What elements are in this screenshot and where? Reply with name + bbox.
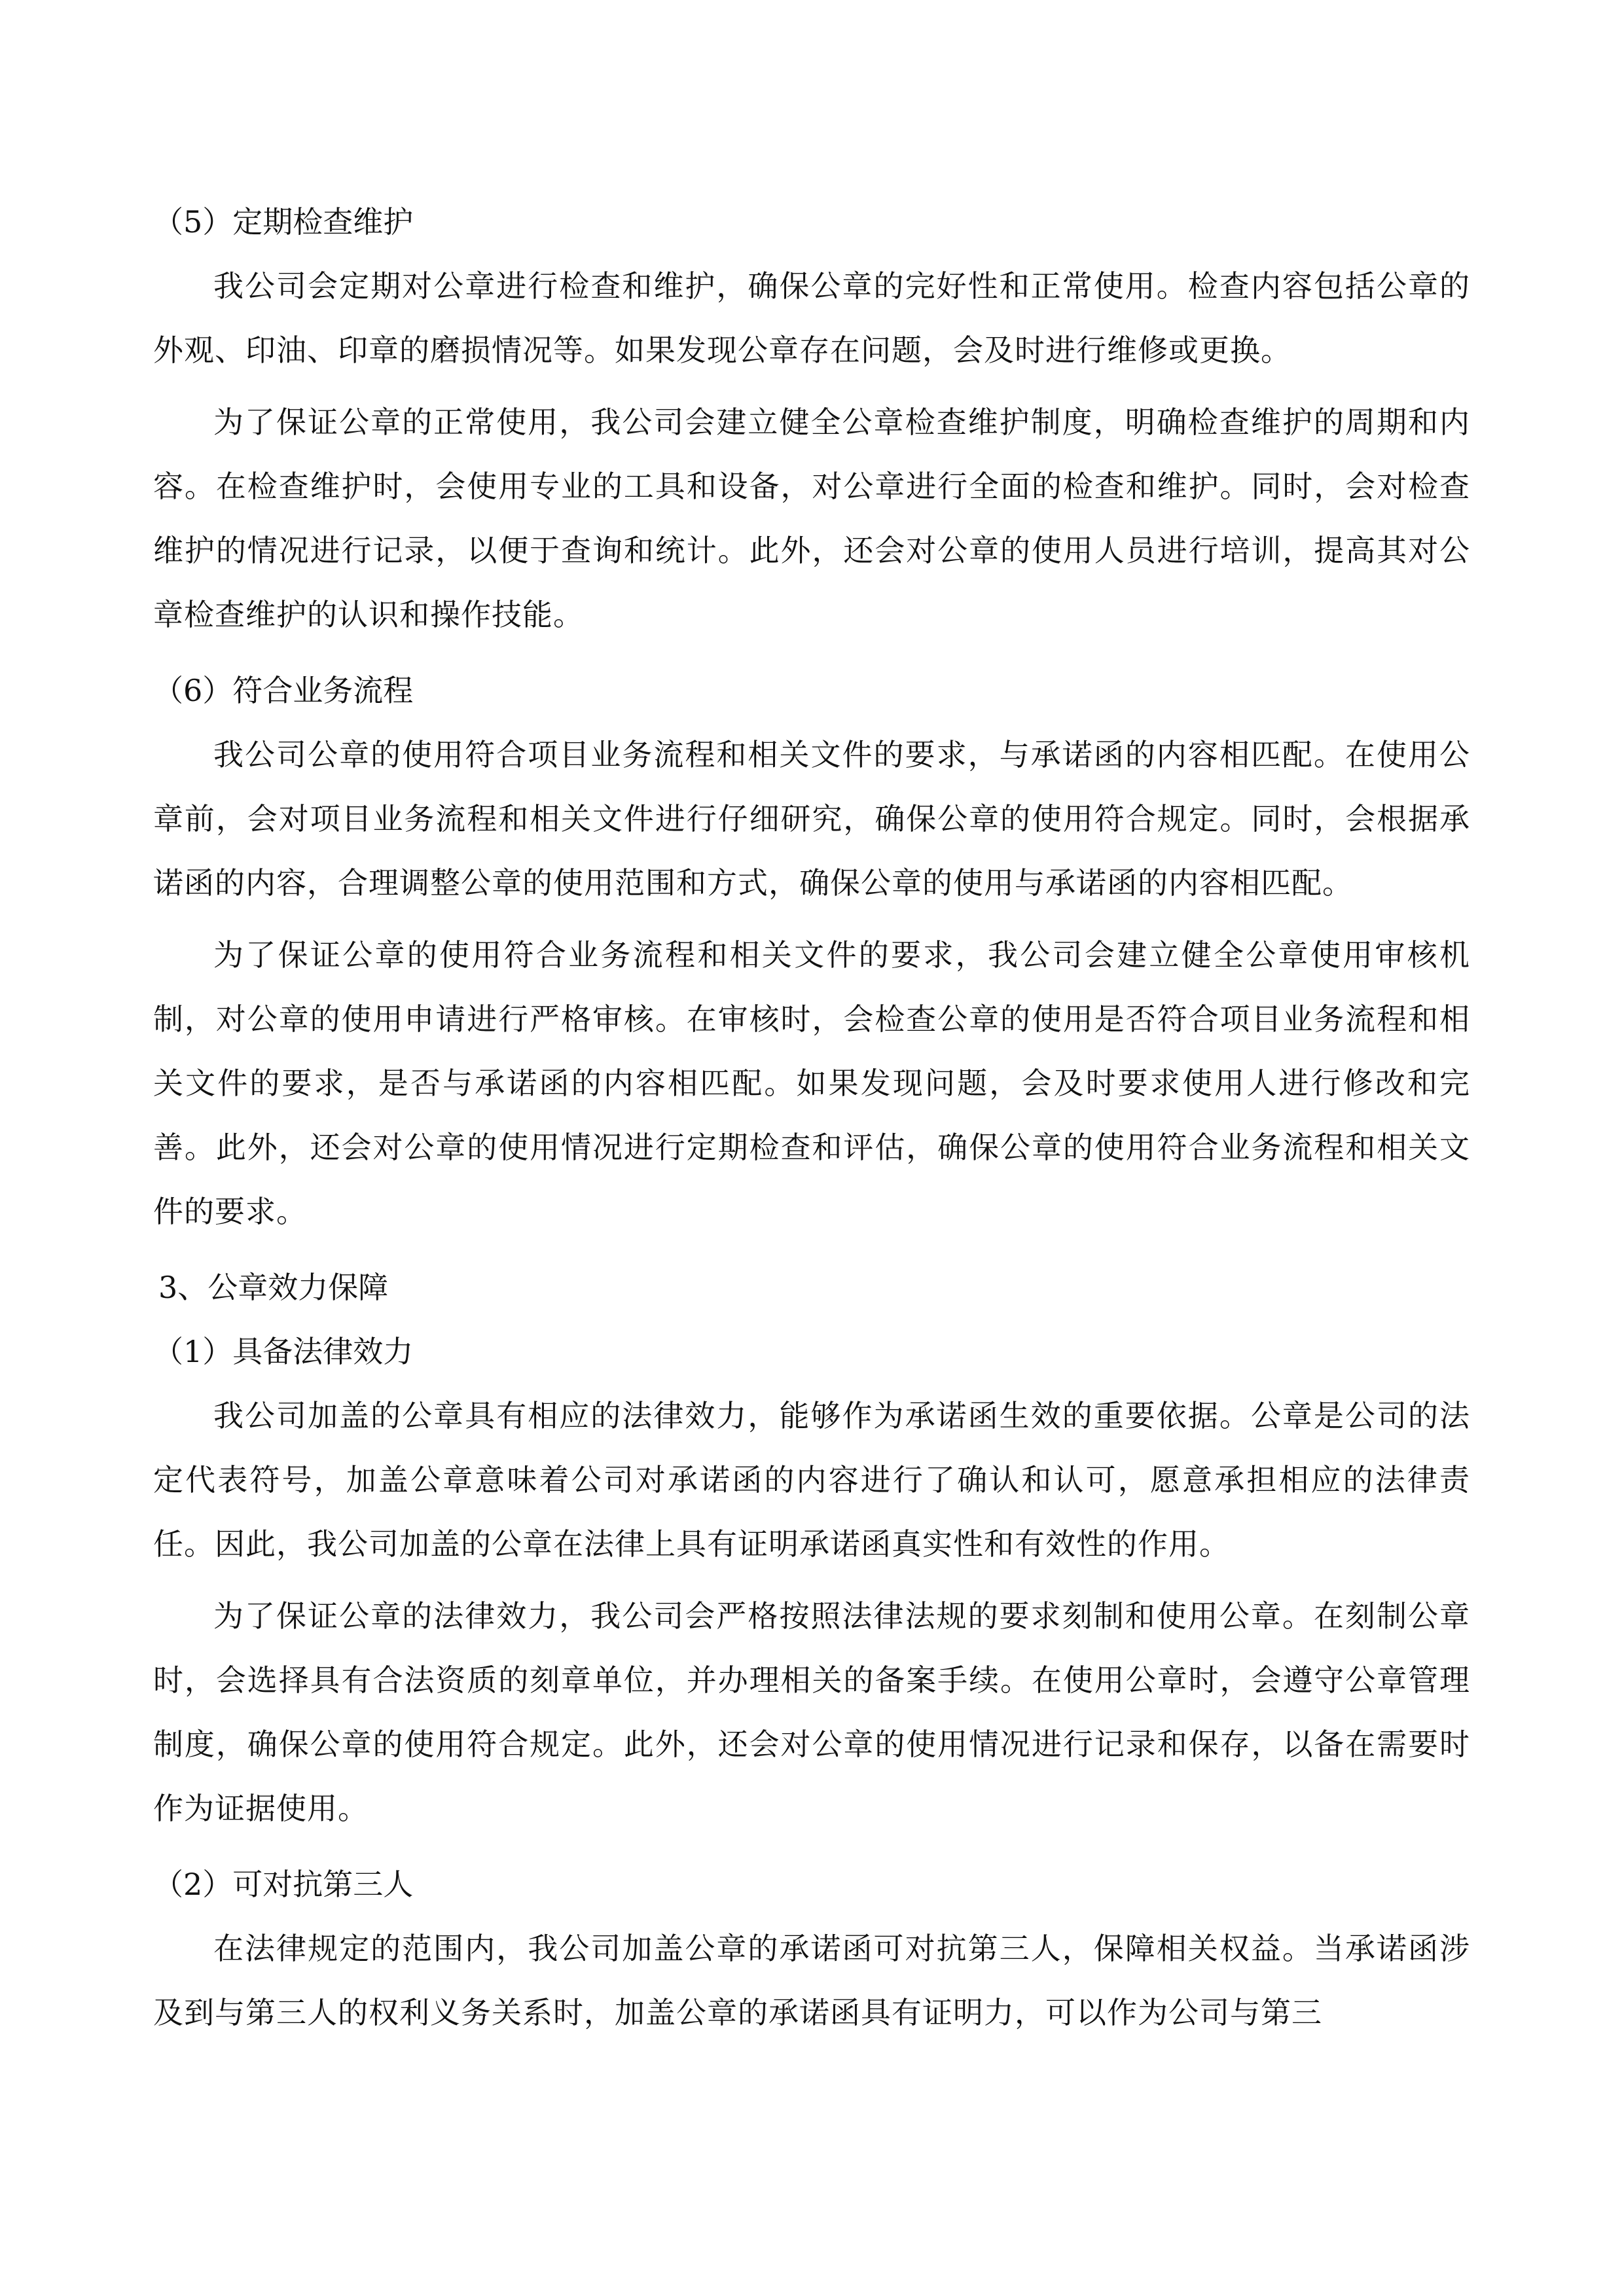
paragraph: 我公司加盖的公章具有相应的法律效力，能够作为承诺函生效的重要依据。公章是公司的法定代表符号，加盖公章意味着公司对承诺函的内容进行了确认和认可，愿意承担相应的法律责任。因此，我公司加盖的公章在法律上具有证明承诺函真实性和有效性的作用。 bbox=[153, 1398, 1470, 1562]
paragraph: 为了保证公章的法律效力，我公司会严格按照法律法规的要求刻制和使用公章。在刻制公章时，会选择具有合法资质的刻章单位，并办理相关的备案手续。在使用公章时，会遵守公章管理制度，确保公章的使用符合规定。此外，还会对公章的使用情况进行记录和保存，以备在需要时作为证据使用。 bbox=[153, 1598, 1470, 1826]
section-heading-6: （6）符合业务流程 bbox=[153, 673, 414, 708]
paragraph: 为了保证公章的使用符合业务流程和相关文件的要求，我公司会建立健全公章使用审核机制，对公章的使用申请进行严格审核。在审核时，会检查公章的使用是否符合项目业务流程和相关文件的要求，是否与承诺函的内容相匹配。如果发现问题，会及时要求使用人进行修改和完善。此外，还会对公章的使用情况进行定期检查和评估，确保公章的使用符合业务流程和相关文件的要求。 bbox=[153, 937, 1470, 1229]
paragraph: 我公司会定期对公章进行检查和维护，确保公章的完好性和正常使用。检查内容包括公章的外观、印油、印章的磨损情况等。如果发现公章存在问题，会及时进行维修或更换。 bbox=[153, 268, 1470, 368]
paragraph: 我公司公章的使用符合项目业务流程和相关文件的要求，与承诺函的内容相匹配。在使用公章前，会对项目业务流程和相关文件进行仔细研究，确保公章的使用符合规定。同时，会根据承诺函的内容，合理调整公章的使用范围和方式，确保公章的使用与承诺函的内容相匹配。 bbox=[153, 737, 1470, 901]
paragraph: 为了保证公章的正常使用，我公司会建立健全公章检查维护制度，明确检查维护的周期和内容。在检查维护时，会使用专业的工具和设备，对公章进行全面的检查和维护。同时，会对检查维护的情况进行记录，以便于查询和统计。此外，还会对公章的使用人员进行培训，提高其对公章检查维护的认识和操作技能。 bbox=[153, 404, 1470, 632]
section-heading-5: （5）定期检查维护 bbox=[153, 204, 414, 240]
document-body bbox=[153, 190, 1470, 2053]
section-heading-3: 3、公章效力保障 bbox=[158, 1270, 389, 1305]
section-heading-3-1: （1）具备法律效力 bbox=[153, 1334, 414, 1369]
section-heading-3-2: （2）可对抗第三人 bbox=[153, 1867, 414, 1902]
paragraph: 在法律规定的范围内，我公司加盖公章的承诺函可对抗第三人，保障相关权益。当承诺函涉及到与第三人的权利义务关系时，加盖公章的承诺函具有证明力，可以作为公司与第三 bbox=[153, 1931, 1470, 2030]
